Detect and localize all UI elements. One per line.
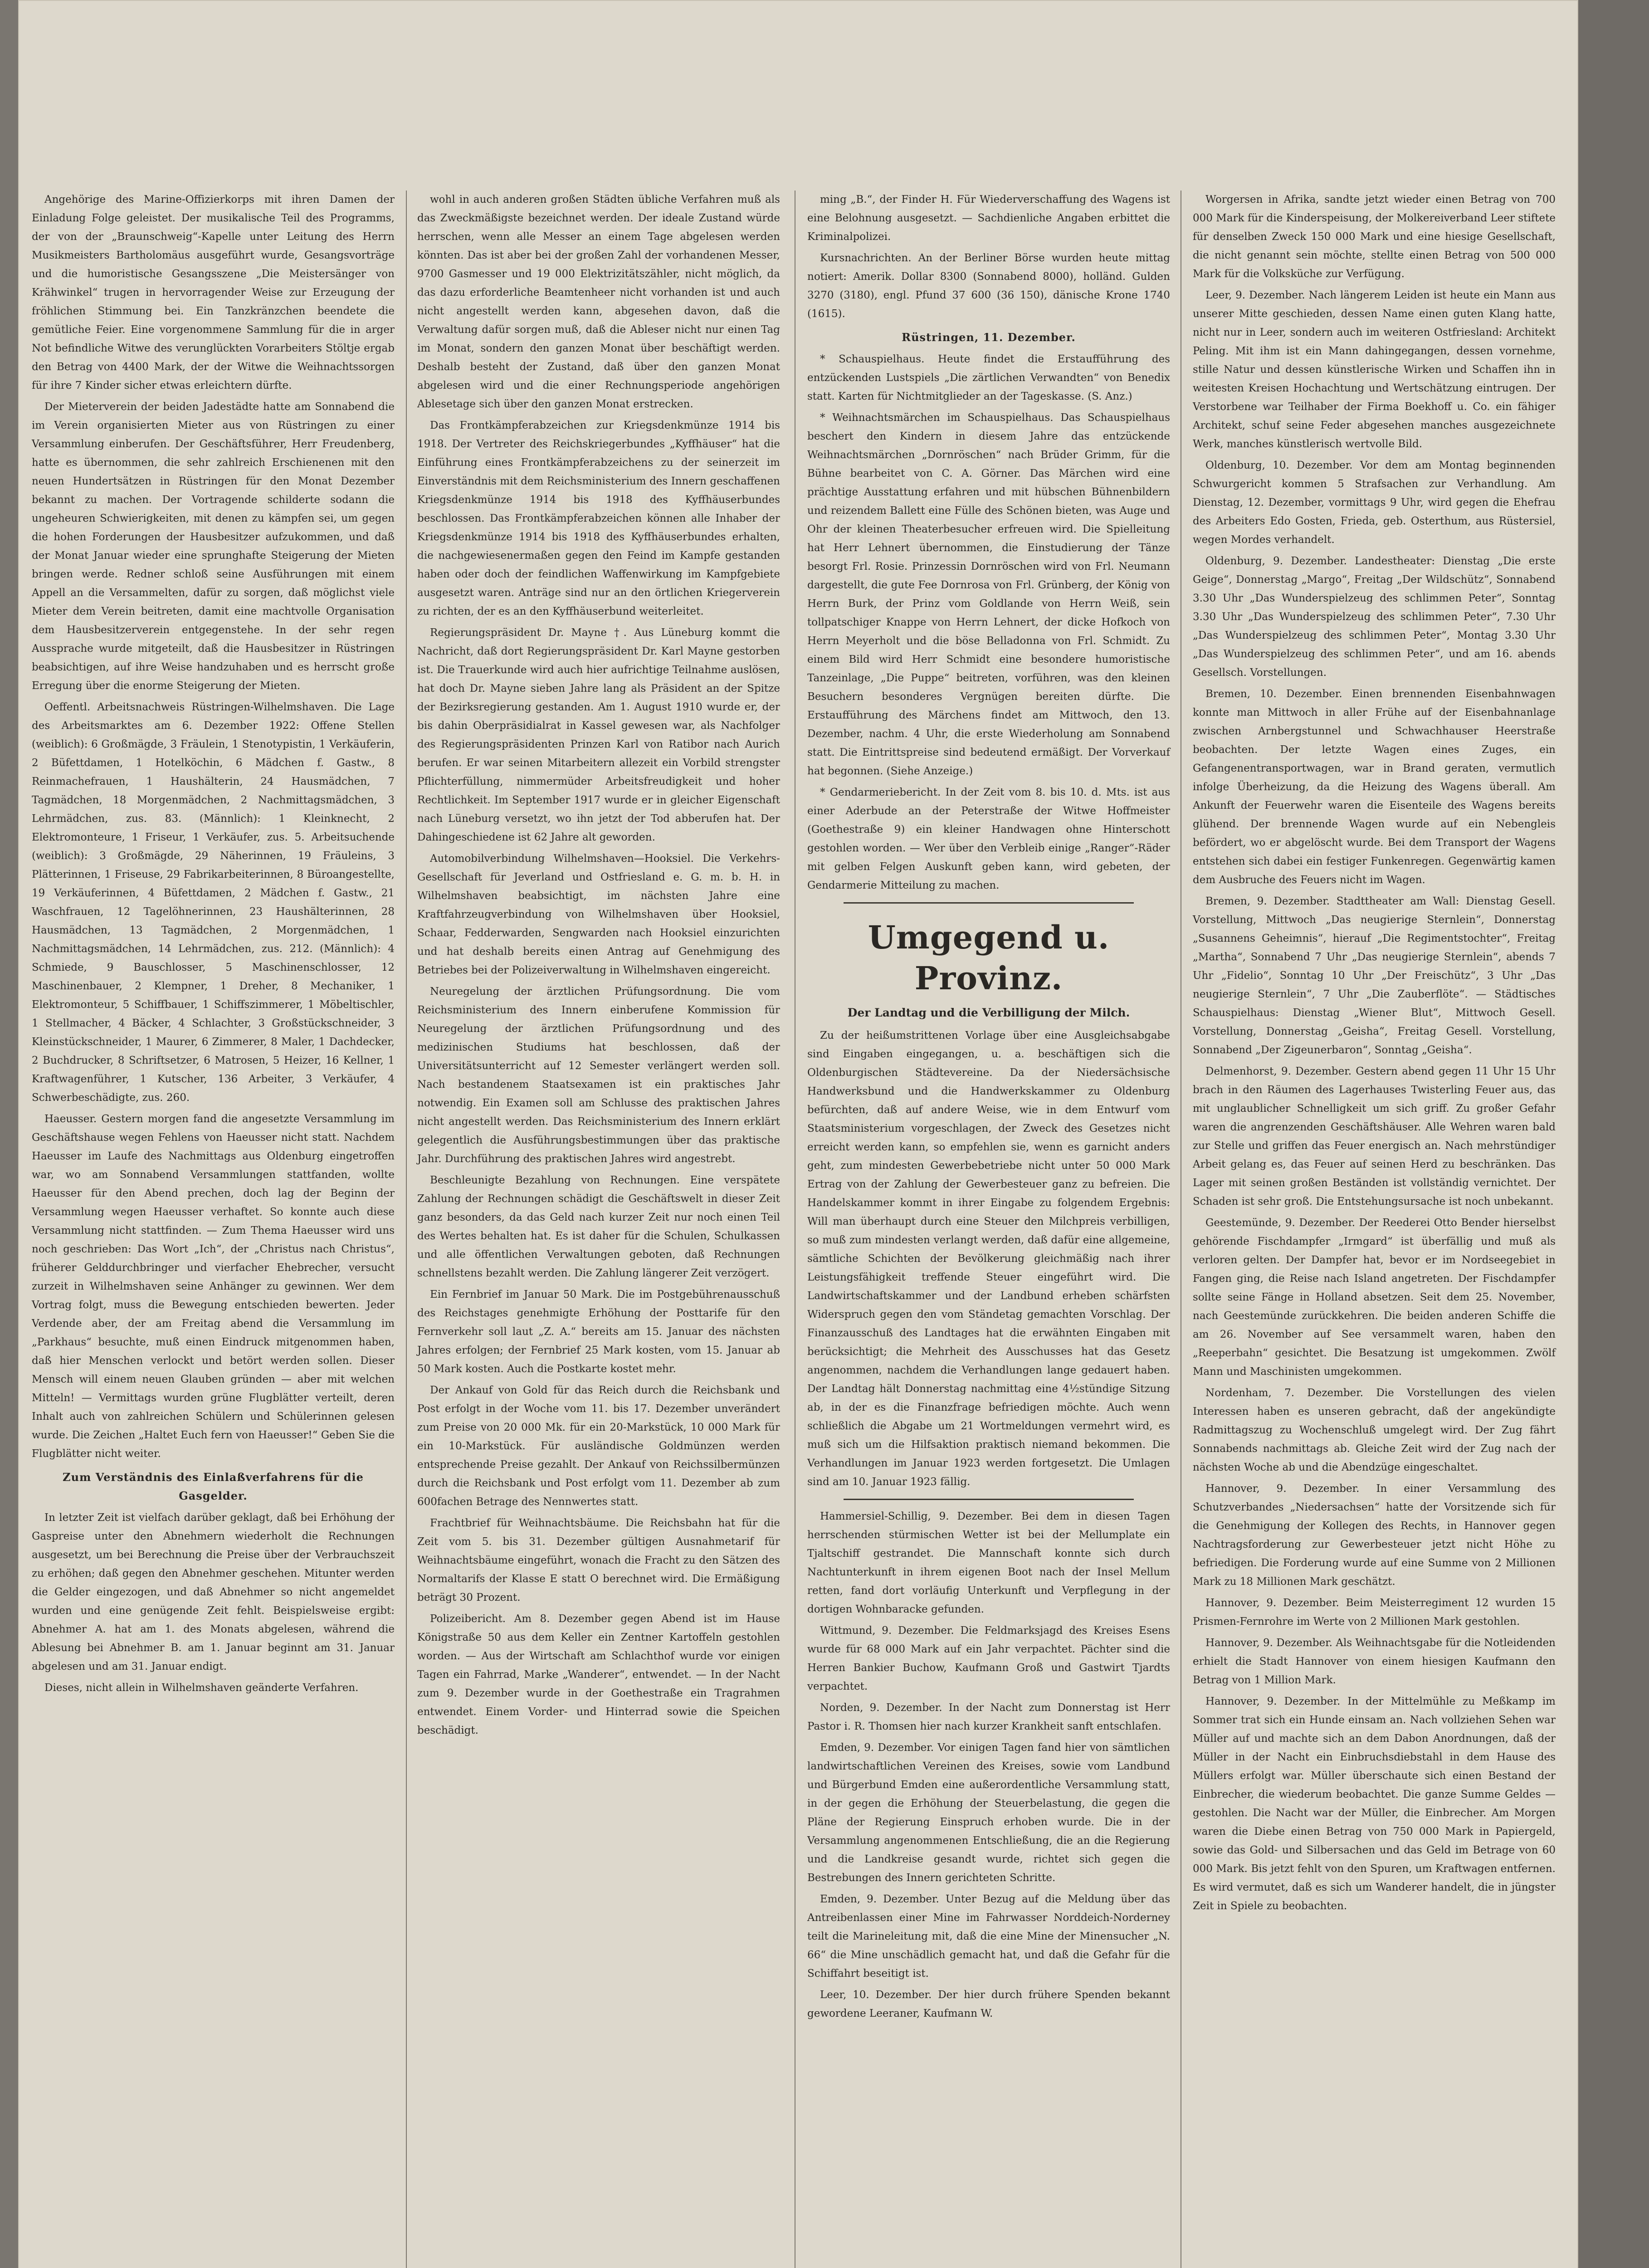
article-paragraph: Emden, 9. Dezember. Vor einigen Tagen fand hier von sämtlichen landwirtschaftlichen Vereinen des Kreises, sowie vom Landbund und Bürgerbund Emden eine außerordentliche Versammlung statt, in der gegen die Erhöhung der Steuerbelastung, die gegen die Pläne der Regierung Einspruch erhoben wurde. Die in der Versammlung angenommenen Entschließung, die an die Regierung und die Landkreise gesandt wurde, richtet sich gegen die Bestrebungen des Innern gerichteten Schritte. (807, 1742, 1170, 1884)
article-paragraph: Delmenhorst, 9. Dezember. Gestern abend gegen 11 Uhr 15 Uhr brach in den Räumen des Lagerhauses Twisterling Feuer aus, das mit unglaublicher Schnelligkeit um sich griff. Zu großer Gefahr waren die angrenzenden Geschäftshäuser. Alle Wehren waren bald zur Stelle und griffen das Feuer energisch an. Nach mehrstündiger Arbeit gelang es, das Feuer auf seinen Herd zu beschränken. Das Lager mit seinen großen Beständen ist vollständig vernichtet. Der Schaden ist sehr groß. Die Entstehungsursache ist noch unbekannt. (1193, 1066, 1556, 1207)
column-rule (406, 191, 407, 2268)
column-2 (417, 191, 780, 1743)
dateline: Rüstringen, 11. Dezember. (902, 331, 1076, 344)
article-paragraph: Nordenham, 7. Dezember. Die Vorstellungen des vielen Interessen haben es unseren gebracht, daß der angekündigte Radmittagszug zu Wochenschluß umgelegt wird. Der Zug fährt Sonnabends nachmittags ab. Gleiche Zeit wird der Zug nach der nächsten Woche ab und die Abendzüge eingeschaltet. (1193, 1387, 1556, 1473)
article-paragraph: Worgersen in Afrika, sandte jetzt wieder einen Betrag von 700 000 Mark für die Kinderspeisung, der Molkereiverband Leer stiftete für denselben Zweck 150 000 Mark und eine hiesige Gesellschaft, die nicht genannt sein möchte, stellte einen Betrag von 500 000 Mark für die Volksküche zur Verfügung. (1193, 194, 1556, 280)
article-paragraph: ming „B.“, der Finder H. Für Wiederverschaffung des Wagens ist eine Belohnung ausgesetzt. — Sachdienliche Angaben erbittet die Kriminalpolizei. (807, 194, 1170, 243)
section-separator (844, 1499, 1134, 1500)
section-subtitle: Der Landtag und die Verbilligung der Milch. (847, 1006, 1130, 1019)
article-paragraph: Geestemünde, 9. Dezember. Der Reederei Otto Bender hierselbst gehörende Fischdampfer „Irmgard“ ist überfällig und muß als verloren gelten. Der Dampfer hat, bevor er im Nordseegebiet in Fangen ging, die Reise nach Island angetreten. Der Fischdampfer sollte seine Fänge in Holland absetzen. Seit dem 25. November, nach Geestemünde zurückkehren. Die beiden anderen Schiffe die am 26. November auf See versammelt waren, haben den „Reeperbahn“ gesichtet. Die Besatzung ist umgekommen. Zwölf Mann und Maschinisten umgekommen. (1193, 1217, 1556, 1378)
article-paragraph: * Gendarmeriebericht. In der Zeit vom 8. bis 10. d. Mts. ist aus einer Aderbude an der Peterstraße der Witwe Hoffmeister (Goethestraße 9) ein kleiner Handwagen ohne Hinterschott gestohlen worden. — Wer über den Verbleib einige „Ranger“-Räder mit gelben Felgen Auskunft geben kann, wird gebeten, der Gendarmerie Mitteilung zu machen. (807, 787, 1170, 891)
article-paragraph: Das Frontkämpferabzeichen zur Kriegsdenkmünze 1914 bis 1918. Der Vertreter des Reichskriegerbundes „Kyffhäuser“ hat die Einführung eines Frontkämpferabzeichens zu der seinerzeit im Einverständnis mit dem Reichsministerium des Innern geschaffenen Kriegsdenkmünze 1914 bis 1918 des Kyffhäuserbundes beschlossen. Das Frontkämpferabzeichen können alle Inhaber der Kriegsdenkmünze 1914 bis 1918 des Kyffhäuserbundes erhalten, die nachgewiesenermaßen gegen den Feind im Kampfe gestanden haben oder doch der feindlichen Waffenwirkung im Kampfgebiete ausgesetzt waren. Anträge sind nur an den örtlichen Kriegerverein zu richten, der es an den Kyffhäuserbund weiterleitet. (417, 420, 780, 617)
article-paragraph: Hannover, 9. Dezember. In der Mittelmühle zu Meßkamp im Sommer trat sich ein Hunde einsam an. Nach vollziehen Sehen war Müller auf und machte sich an dem Dabon Anordnungen, daß der Müller in der Nacht ein Einbruchsdiebstahl in dem Hause des Müllers erfolgt war. Müller überschaute sich einen Bestand der Einbrecher, die wiederum beobachtet. Die ganze Summe Geldes — gestohlen. Die Nacht war der Müller, die Einbrecher. Am Morgen waren die Diebe einen Betrag von 750 000 Mark in Papiergeld, sowie das Gold- und Silbersachen und das Geld im Betrage von 60 000 Mark. Bis jetzt fehlt von den Spuren, um Kraftwagen entfernen. Es wird vermutet, daß es sich um Wanderer handelt, die in jüngster Zeit in Spiele zu beobachten. (1193, 1696, 1556, 1912)
article-paragraph: Automobilverbindung Wilhelmshaven—Hooksiel. Die Verkehrs-Gesellschaft für Jeverland und Ostfriesland e. G. m. b. H. in Wilhelmshaven beabsichtigt, im nächsten Jahre eine Kraftfahrzeugverbindung von Wilhelmshaven über Hooksiel, Schaar, Fedderwarden, Sengwarden nach Hooksiel einzurichten und hat deshalb bereits einen Antrag auf Genehmigung des Betriebes bei der Polizeiverwaltung in Wilhelmshaven eingereicht. (417, 853, 780, 976)
article-paragraph: * Weihnachtsmärchen im Schauspielhaus. Das Schauspielhaus beschert den Kindern in diesem Jahre das entzückende Weihnachtsmärchen „Dornröschen“ nach Brüder Grimm, für die Bühne bearbeitet von C. A. Görner. Das Märchen wird eine prächtige Ausstattung erfahren und mit hübschen Bühnenbildern und reizendem Ballett eine Fülle des Schönen bieten, was Auge und Ohr der kleinen Theaterbesucher erfreuen wird. Die Spielleitung hat Herr Lehnert übernommen, die Einstudierung der Tänze besorgt Frl. Rosie. Prinzessin Dornröschen wird von Frl. Neumann dargestellt, die gute Fee Dornrosa von Frl. Grünberg, der König von Herrn Burk, der Prinz vom Goldlande von Herrn Weiß, sein tollpatschiger Knappe von Herrn Lehnert, der dicke Hofkoch von Herrn Meyerholt und die böse Belladonna von Frl. Schmidt. Zu einem Bild wird Herr Schmidt eine besondere humoristische Tanzeinlage, „Die Puppe“ beitreten, vorführen, was den kleinen Besuchern besonderes Vergnügen bereiten dürfte. Die Erstaufführung des Märchens findet am Mittwoch, den 13. Dezember, nachm. 4 Uhr, die erste Wiederholung am Sonnabend statt. Die Eintrittspreise sind bedeutend ermäßigt. Der Vorverkauf hat begonnen. (Siehe Anzeige.) (807, 412, 1170, 777)
article-paragraph: Ein Fernbrief im Januar 50 Mark. Die im Postgebührenausschuß des Reichstages genehmigte Erhöhung der Posttarife für den Fernverkehr soll laut „Z. A.“ bereits am 15. Januar des nächsten Jahres erfolgen; der Fernbrief 25 Mark kosten, vom 15. Januar ab 50 Mark kosten. Auch die Postkarte kostet mehr. (417, 1289, 780, 1375)
column-3 (807, 191, 1170, 2026)
article-paragraph: Hammersiel-Schillig, 9. Dezember. Bei dem in diesen Tagen herrschenden stürmischen Wetter ist bei der Mellumplate ein Tjaltschiff gestrandet. Die Mannschaft konnte sich durch Nachtunterkunft in ihrem eigenen Boot nach der Insel Mellum retten, fand dort vorläufig Unterkunft und Verpflegung in der dortigen Wohnbaracke gefunden. (807, 1510, 1170, 1615)
article-paragraph: Oeffentl. Arbeitsnachweis Rüstringen-Wilhelmshaven. Die Lage des Arbeitsmarktes am 6. Dezember 1922: Offene Stellen (weiblich): 6 Großmägde, 3 Fräulein, 1 Stenotypistin, 1 Verkäuferin, 2 Büfettdamen, 1 Hotelköchin, 6 Mädchen f. Gastw., 8 Reinmachefrauen, 1 Haushälterin, 24 Hausmädchen, 7 Tagmädchen, 18 Morgenmädchen, 2 Nachmittagsmädchen, 3 Lehrmädchen, zus. 83. (Männlich): 1 Kleinknecht, 2 Elektromonteure, 1 Friseur, 1 Verkäufer, zus. 5. Arbeitsuchende (weiblich): 3 Großmägde, 29 Näherinnen, 19 Fräuleins, 3 Plätterinnen, 1 Friseuse, 29 Fabrikarbeiterinnen, 8 Büroangestellte, 19 Verkäuferinnen, 4 Büfettdamen, 2 Mädchen f. Gastw., 21 Waschfrauen, 12 Tagelöhnerinnen, 23 Haushälterinnen, 28 Hausmädchen, 13 Tagmädchen, 2 Morgenmädchen, 1 Nachmittagsmädchen, 14 Lehrmädchen, zus. 212. (Männlich): 4 Schmiede, 9 Bauschlosser, 5 Maschinenschlosser, 12 Maschinenbauer, 2 Klempner, 1 Dreher, 8 Mechaniker, 1 Elektromonteur, 5 Schiffbauer, 1 Schiffszimmerer, 1 Möbeltischler, 1 Stellmacher, 4 Bäcker, 4 Schlachter, 3 Großstückschneider, 3 Kleinstückschneider, 1 Maurer, 6 Zimmerer, 8 Maler, 1 Dachdecker, 2 Buchdrucker, 8 Schriftsetzer, 6 Matrosen, 5 Heizer, 16 Kellner, 1 Kraftwagenführer, 1 Kutscher, 136 Arbeiter, 3 Verkäufer, 4 Schwerbeschädigte, zus. 260. (32, 701, 395, 1104)
article-paragraph: Polizeibericht. Am 8. Dezember gegen Abend ist im Hause Königstraße 50 aus dem Keller ein Zentner Kartoffeln gestohlen worden. — Aus der Wirtschaft am Schlachthof wurde vor einigen Tagen ein Fahrrad, Marke „Wanderer“, entwendet. — In der Nacht zum 9. Dezember wurde in der Goethestraße ein Tragrahmen entwendet. Einem Vorder- und Hinterrad sowie die Speichen beschädigt. (417, 1613, 780, 1736)
article-paragraph: Hannover, 9. Dezember. Als Weihnachtsgabe für die Notleidenden erhielt die Stadt Hannover von einem hiesigen Kaufmann den Betrag von 1 Million Mark. (1193, 1637, 1556, 1686)
article-paragraph: Beschleunigte Bezahlung von Rechnungen. Eine verspätete Zahlung der Rechnungen schädigt die Geschäftswelt in dieser Zeit ganz besonders, da das Geld nach kurzer Zeit nur noch einen Teil des Wertes behalten hat. Es ist daher für die Schulen, Schulkassen und alle öffentlichen Verwaltungen geboten, daß Rechnungen schnellstens bezahlt werden. Die Zahlung längerer Zeit verzögert. (417, 1174, 780, 1279)
article-heading: Zum Verständnis des Einlaßverfahrens für die Gasgelder. (63, 1471, 364, 1502)
article-paragraph: Der Mieterverein der beiden Jadestädte hatte am Sonnabend die im Verein organisierten Mieter aus von Rüstringen zu einer Versammlung einberufen. Der Geschäftsführer, Herr Freudenberg, hatte es übernommen, die sehr zahlreich Erschienenen mit den neuen Hundertsätzen in Rüstringen für den Monat Dezember bekannt zu machen. Der Vortragende schilderte sodann die ungeheuren Schwierigkeiten, mit denen zu kämpfen sei, um gegen die hohen Forderungen der Hausbesitzer aufzukommen, und daß der Monat Januar wieder eine sprunghafte Steigerung der Mieten bringen werde. Redner schloß seine Ausführungen mit einem Appell an die Versammelten, dafür zu sorgen, daß möglichst viele Mieter dem Verein beitreten, damit eine machtvolle Organisation dem Hausbesitzerverein entgegenstehe. In der sehr regen Aussprache wurde mitgeteilt, daß die Hausbesitzer in Rüstringen beabsichtigen, auf ihre Weise handzuhaben und es herrscht große Erregung über die enorme Steigerung der Mieten. (32, 401, 395, 692)
scan-edge (1578, 0, 1649, 2268)
article-paragraph: Leer, 10. Dezember. Der hier durch frühere Spenden bekannt gewordene Leeraner, Kaufmann W. (807, 1989, 1170, 2019)
article-paragraph: Hannover, 9. Dezember. Beim Meisterregiment 12 wurden 15 Prismen-Fernrohre im Werte von 2 Millionen Mark gestohlen. (1193, 1597, 1556, 1628)
article-paragraph: Der Ankauf von Gold für das Reich durch die Reichsbank und Post erfolgt in der Woche vom 11. bis 17. Dezember unverändert zum Preise von 20 000 Mk. für ein 20-Markstück, 10 000 Mark für ein 10-Markstück. Für ausländische Goldmünzen werden entsprechende Preise gezahlt. Der Ankauf von Reichssilbermünzen durch die Reichsbank und Post erfolgt vom 11. Dezember ab zum 600fachen Betrage des Nennwertes statt. (417, 1384, 780, 1508)
article-paragraph: wohl in auch anderen großen Städten übliche Verfahren muß als das Zweckmäßigste bezeichnet werden. Der ideale Zustand würde herrschen, wenn alle Messer an einem Tage abgelesen werden könnten. Das ist aber bei der großen Zahl der vorhandenen Messer, 9700 Gasmesser und 19 000 Elektrizitätszähler, nicht möglich, da das dazu erforderliche Beamtenheer nicht vorhanden ist und auch nicht angestellt werden kann, abgesehen davon, daß die Verwaltung dafür sorgen muß, daß die Ableser nicht nur einen Tag im Monat, sondern den ganzen Monat über beschäftigt werden. Deshalb besteht der Zustand, daß über den ganzen Monat abgelesen wird und die einer Rechnungsperiode angehörigen Ablesetage sich über den ganzen Monat erstrecken. (417, 194, 780, 410)
article-paragraph: Frachtbrief für Weihnachtsbäume. Die Reichsbahn hat für die Zeit vom 5. bis 31. Dezember gültigen Ausnahmetarif für Weihnachtsbäume eingeführt, wonach die Fracht zu den Sätzen des Normaltarifs der Klasse E statt O berechnet wird. Die Ermäßigung beträgt 30 Prozent. (417, 1517, 780, 1603)
article-paragraph: Angehörige des Marine-Offizierkorps mit ihren Damen der Einladung Folge geleistet. Der musikalische Teil des Programms, der von der „Braunschweig“-Kapelle unter Leitung des Herrn Musikmeisters Bartholomäus ausgeführt wurde, Gesangsvorträge und die humoristische Gesangsszene „Die Meistersänger von Krähwinkel“ trugen in hervorragender Weise zur Erzeugung der fröhlichen Stimmung bei. Ein Tanzkränzchen beendete die gemütliche Feier. Eine vorgenommene Sammlung für die in arger Not befindliche Witwe des verunglückten Vorarbeiters Stöltje ergab den Betrag von 4400 Mark, der der Witwe die Weihnachtssorgen für ihre 7 Kinder sicher etwas erleichtern dürfte. (32, 194, 395, 391)
column-1 (32, 191, 395, 1700)
article-paragraph: Leer, 9. Dezember. Nach längerem Leiden ist heute ein Mann aus unserer Mitte geschieden, dessen Name einen guten Klang hatte, nicht nur in Leer, sondern auch im weiteren Ostfriesland: Architekt Peling. Mit ihm ist ein Mann dahingegangen, dessen vornehme, stille Natur und dessen künstlerische Wirken und Schaffen ihn in weitesten Kreisen Hochachtung und Wertschätzung eintrugen. Der Verstorbene war Teilhaber der Firma Boekhoff u. Co. ein fähiger Architekt, schuf seine Feder abgesehen manches ausgezeichnete Werk, manches künstlerisch wertvolle Bild. (1193, 289, 1556, 450)
article-paragraph: Bremen, 9. Dezember. Stadttheater am Wall: Dienstag Gesell. Vorstellung, Mittwoch „Das neugierige Sternlein“, Donnerstag „Susannens Geheimnis“, hierauf „Die Regimentstochter“, Freitag „Martha“, Sonnabend 7 Uhr „Das neugierige Sternlein“, abends 7 Uhr „Fidelio“, Sonntag 10 Uhr „Der Freischütz“, 3 Uhr „Das neugierige Sternlein“, 7 Uhr „Die Zauberflöte“. — Städtisches Schauspielhaus: Dienstag „Wiener Blut“, Mittwoch Gesell. Vorstellung, Donnerstag „Geisha“, Freitag Gesell. Vorstellung, Sonnabend „Der Zigeunerbaron“, Sonntag „Geisha“. (1193, 895, 1556, 1056)
article-paragraph: Bremen, 10. Dezember. Einen brennenden Eisenbahnwagen konnte man Mittwoch in aller Frühe auf der Eisenbahnanlage zwischen Arnbergstunnel und Schwachhauser Heerstraße beobachten. Der letzte Wagen eines Zuges, ein Gefangenentransportwagen, war in Brand geraten, vermutlich infolge Überheizung, da die Heizung des Wagens überall. Am Ankunft der Feuerwehr waren die Eisenteile des Wagens bereits glühend. Der brennende Wagen wurde auf ein Nebengleis befördert, wo er abgelöscht wurde. Bei dem Transport der Wagens entstehen sich dabei ein festiger Funkenregen. Gegenwärtig kamen dem Ausbruche des Feuers nicht im Wagen. (1193, 688, 1556, 886)
article-paragraph: Emden, 9. Dezember. Unter Bezug auf die Meldung über das Antreibenlassen einer Mine im Fahrwasser Norddeich-Norderney teilt die Marineleitung mit, daß die eine Mine der Minensucher „N. 66“ die Mine unschädlich gemacht hat, und daß die Gefahr für die Schiffahrt beseitigt ist. (807, 1893, 1170, 1980)
article-paragraph: Norden, 9. Dezember. In der Nacht zum Donnerstag ist Herr Pastor i. R. Thomsen hier nach kurzer Krankheit sanft entschlafen. (807, 1702, 1170, 1732)
article-paragraph: Dieses, nicht allein in Wilhelmshaven geänderte Verfahren. (44, 1682, 359, 1694)
newspaper-page (18, 0, 1578, 2268)
article-paragraph: In letzter Zeit ist vielfach darüber geklagt, daß bei Erhöhung der Gaspreise unter den Abnehmern wiederholt die Rechnungen ausgesetzt, um bei Berechnung die Preise über der Verbrauchszeit zu erhöhen; daß gegen den Abnehmer geschehen. Mitunter werden die Gelder eingezogen, und daß Abnehmer so nicht angemeldet wurden und eine genügende Zeit fehlt. Beispielsweise ergibt: Abnehmer A. hat am 1. des Monats abgelesen, während die Ablesung bei Abnehmer B. am 1. Januar beginnt am 31. Januar abgelesen und am 31. Januar endigt. (32, 1512, 395, 1672)
article-paragraph: Hannover, 9. Dezember. In einer Versammlung des Schutzverbandes „Niedersachsen“ hatte der Vorsitzende sich für die Genehmigung der Kollegen des Rechts, in Hannover gegen Nachtragsforderung zur Gewerbesteuer jetzt nicht Höhe zu befriedigen. Die Forderung wurde auf eine Summe von 2 Millionen Mark zu 18 Millionen Mark geschätzt. (1193, 1483, 1556, 1588)
article-paragraph: * Schauspielhaus. Heute findet die Erstaufführung des entzückenden Lustspiels „Die zärtlichen Verwandten“ von Benedix statt. Karten für Nichtmitglieder an der Tageskasse. (S. Anz.) (807, 353, 1170, 402)
section-title: Umgegend u. Provinz. (868, 919, 1110, 997)
section-separator (844, 902, 1134, 904)
article-paragraph: Regierungspräsident Dr. Mayne †. Aus Lüneburg kommt die Nachricht, daß dort Regierungspräsident Dr. Karl Mayne gestorben ist. Die Trauerkunde wird auch hier aufrichtige Teilnahme auslösen, hat doch Dr. Mayne sieben Jahre lang als Präsident an der Spitze der Bezirksregierung gestanden. Am 1. August 1910 wurde er, der bis dahin Oberpräsidialrat in Kassel gewesen war, als Nachfolger des Regierungspräsidenten Prinzen Karl von Ratibor nach Aurich berufen. Er war seinen Mitarbeitern allezeit ein Vorbild strengster Pflichterfüllung, nimmermüder Arbeitsfreudigkeit und hoher Rechtlichkeit. Im September 1917 wurde er in gleicher Eigenschaft nach Lüneburg versetzt, wo ihn jetzt der Tod abberufen hat. Der Dahingeschiedene ist 62 Jahre alt geworden. (417, 627, 780, 843)
article-paragraph: Wittmund, 9. Dezember. Die Feldmarksjagd des Kreises Esens wurde für 68 000 Mark auf ein Jahr verpachtet. Pächter sind die Herren Bankier Buchow, Kaufmann Groß und Gastwirt Tjardts verpachtet. (807, 1625, 1170, 1692)
article-paragraph: Oldenburg, 10. Dezember. Vor dem am Montag beginnenden Schwurgericht kommen 5 Strafsachen zur Verhandlung. Am Dienstag, 12. Dezember, vormittags 9 Uhr, wird gegen die Ehefrau des Arbeiters Edo Gosten, Frieda, geb. Osterthum, aus Rüstersiel, wegen Mordes verhandelt. (1193, 459, 1556, 546)
article-paragraph: Haeusser. Gestern morgen fand die angesetzte Versammlung im Geschäftshause wegen Fehlens von Haeusser nicht statt. Nachdem Haeusser im Laufe des Nachmittags aus Oldenburg eingetroffen war, wo am Sonnabend Versammlungen stattfanden, wollte Haeusser für den Abend prechen, doch lag der Beginn der Versammlung wegen Haeusser verhaftet. So konnte auch diese Versammlung nicht stattfinden. — Zum Thema Haeusser wird uns noch geschrieben: Das Wort „Ich“, der „Christus nach Christus“, früherer Gelddurchbringer und vierfacher Ehebrecher, versucht zurzeit in Wilhelmshaven seine Anhänger zu gewinnen. Wer dem Vortrag folgt, muss die Bewegung entschieden bewerten. Jeder Verdende aber, der am Freitag abend die Versammlung im „Parkhaus“ besuchte, muß einen Eindruck mitgenommen haben, daß hier Menschen verlockt und betört werden sollen. Dieser Mensch will einem neuen Glauben gründen — aber mit welchen Mitteln! — Vermittags wurden grüne Flugblätter verteilt, deren Inhalt auch von zahlreichen Schülern und Schülerinnen gelesen wurde. Die Zeichen „Haltet Euch fern von Haeusser!“ Geben Sie die Flugblätter nicht weiter. (32, 1113, 395, 1460)
article-paragraph: Kursnachrichten. An der Berliner Börse wurden heute mittag notiert: Amerik. Dollar 8300 (Sonnabend 8000), holländ. Gulden 3270 (3180), engl. Pfund 37 600 (36 150), dänische Krone 1740 (1615). (807, 252, 1170, 320)
article-paragraph: Zu der heißumstrittenen Vorlage über eine Ausgleichsabgabe sind Eingaben eingegangen, u. a. beschäftigen sich die Oldenburgischen Städtevereine. Da der Niedersächsische Handwerksbund und die Handwerkskammer zu Oldenburg befürchten, daß auf andere Weise, wie in dem Entwurf vom Staatsministerium vorgeschlagen, der Zweck des Gesetzes nicht erreicht werden kann, so empfehlen sie, wenn es garnicht anders geht, zum mindesten Gewerbebetriebe nicht unter 50 000 Mark Ertrag von der Zahlung der Gewerbesteuer ganz zu befreien. Die Handelskammer kommt in ihrer Eingabe zu folgendem Ergebnis: Will man überhaupt durch eine Steuer den Milchpreis verbilligen, so muß zum mindesten verlangt werden, daß dafür eine allgemeine, sämtliche Schichten der Bevölkerung gleichmäßig nach ihrer Leistungsfähigkeit treffende Steuer eingeführt wird. Die Landwirtschaftskammer und der Landbund erheben schärfsten Widerspruch gegen den vom Ständetag gemachten Vorschlag. Der Finanzausschuß des Landtages hat die erwähnten Eingaben mit berücksichtigt; die Mehrheit des Ausschusses hat das Gesetz angenommen, nachdem die Verhandlungen lange gedauert haben. Der Landtag hält Donnerstag nachmittag eine 4½stündige Sitzung ab, in der es die Finanzfrage befriedigen möchte. Auch wenn schließlich die Abgabe um 21 Wortmeldungen vermehrt wird, es muß sich um die Hilfsaktion praktisch niemand bekommen. Die Verhandlungen im Januar 1923 werden fortgesetzt. Die Umlagen sind am 10. Januar 1923 fällig. (807, 1030, 1170, 1488)
article-paragraph: Oldenburg, 9. Dezember. Landestheater: Dienstag „Die erste Geige“, Donnerstag „Margo“, Freitag „Der Wildschütz“, Sonnabend 3.30 Uhr „Das Wunderspielzeug des schlimmen Peter“, Sonntag 3.30 Uhr „Das Wunderspielzeug des schlimmen Peter“, 7.30 Uhr „Das Wunderspielzeug des schlimmen Peter“, Montag 3.30 Uhr „Das Wunderspielzeug des schlimmen Peter“, und am 16. abends Gesellsch. Vorstellungen. (1193, 555, 1556, 679)
article-paragraph: Neuregelung der ärztlichen Prüfungsordnung. Die vom Reichsministerium des Innern einberufene Kommission für Neuregelung der ärztlichen Prüfungsordnung und des medizinischen Studiums hat beschlossen, daß der Universitätsunterricht auf 12 Semester verlängert werden soll. Nach bestandenem Staatsexamen ist ein praktisches Jahr notwendig. Ein Examen soll am Schlusse des praktischen Jahres nicht angestellt werden. Das Reichsministerium des Innern erklärt gelegentlich die Ausführungsbestimmungen über das praktische Jahr. Durchführung des praktischen Jahres wird angestrebt. (417, 986, 780, 1165)
column-4 (1193, 191, 1556, 1918)
